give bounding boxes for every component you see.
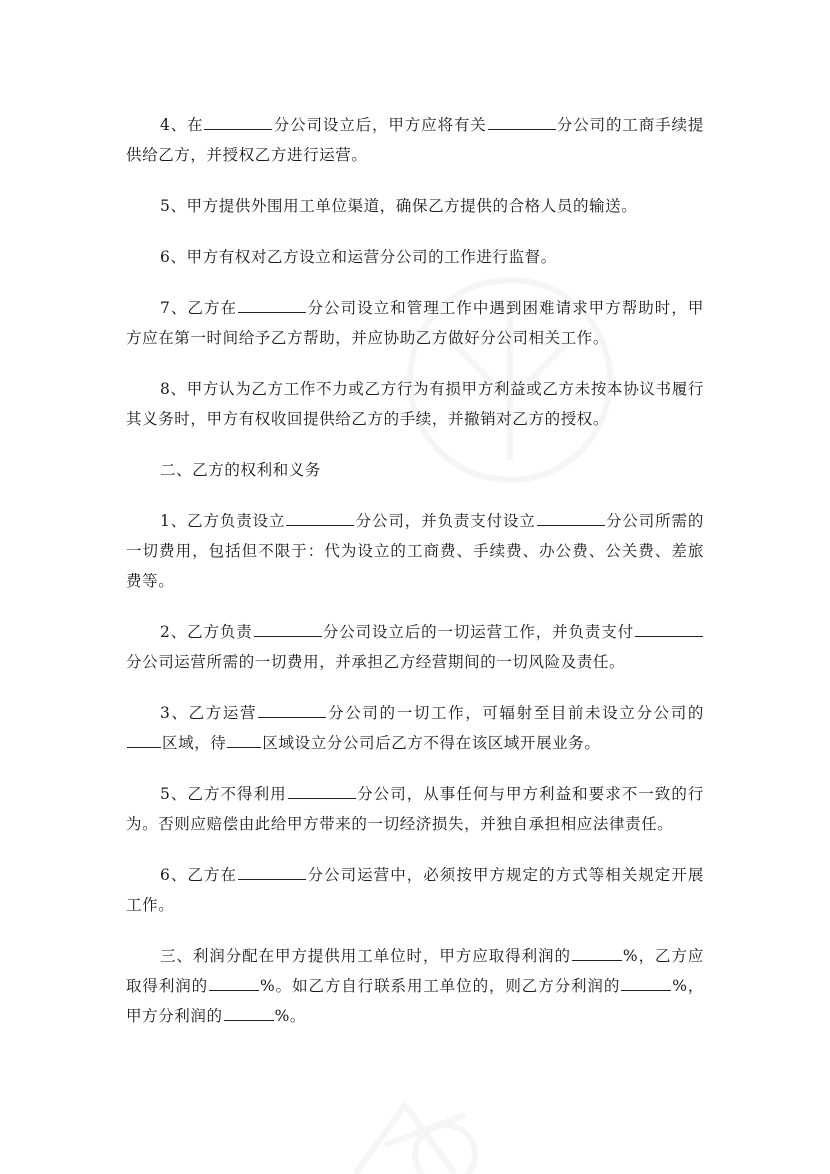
paragraph-b3 bbox=[126, 698, 704, 758]
paragraph-text: 分公司运营所需的一切费用，并承担乙方经营期间的一切风险及责任。 bbox=[126, 653, 626, 671]
paragraph-text: 6、乙方在 bbox=[160, 866, 238, 884]
paragraph-text: 6、甲方有权对乙方设立和运营分公司的工作进行监督。 bbox=[160, 248, 557, 266]
fill-in-blank[interactable] bbox=[238, 294, 306, 313]
fill-in-blank[interactable] bbox=[572, 942, 622, 961]
paragraph-b5 bbox=[126, 779, 704, 839]
paragraph-text: 5、甲方提供外围用工单位渠道，确保乙方提供的合格人员的输送。 bbox=[160, 197, 638, 215]
fill-in-blank[interactable] bbox=[224, 1002, 274, 1021]
paragraph-text: 分公司所需的一切费用，包括但不限于：代为设立的工商费、手续费、办公费、公关费、差旅费等。 bbox=[126, 512, 704, 590]
paragraph-text: 分公司设立和管理工作中遇到困难请求甲方帮助时，甲方应在第一时间给予乙方帮助，并应协助乙方做好分公司相关工作。 bbox=[126, 299, 704, 347]
paragraph-p6 bbox=[126, 242, 704, 272]
fill-in-blank[interactable] bbox=[209, 972, 259, 991]
paragraph-text: %。 bbox=[274, 1007, 307, 1025]
paragraph-text: 3、乙方运营 bbox=[160, 704, 258, 722]
paragraph-text: 分公司设立后，甲方应将有关 bbox=[273, 116, 487, 134]
paragraph-text: 三、利润分配在甲方提供用工单位时，甲方应取得利润的 bbox=[160, 947, 571, 965]
watermark-bottom-icon bbox=[345, 1085, 485, 1174]
fill-in-blank[interactable] bbox=[635, 618, 703, 637]
fill-in-blank[interactable] bbox=[254, 618, 322, 637]
paragraph-s2 bbox=[126, 455, 704, 485]
paragraph-text: 分公司，并负责支付设立 bbox=[355, 512, 536, 530]
fill-in-blank[interactable] bbox=[621, 972, 671, 991]
paragraph-text: 分公司设立后的一切运营工作，并负责支付 bbox=[322, 623, 634, 641]
fill-in-blank[interactable] bbox=[258, 699, 326, 718]
fill-in-blank[interactable] bbox=[286, 507, 354, 526]
fill-in-blank[interactable] bbox=[127, 729, 161, 748]
document-body bbox=[126, 110, 704, 1052]
fill-in-blank[interactable] bbox=[204, 111, 272, 130]
paragraph-text: 2、乙方负责 bbox=[160, 623, 253, 641]
paragraph-text: 1、乙方负责设立 bbox=[160, 512, 286, 530]
paragraph-p7 bbox=[126, 293, 704, 353]
paragraph-text: 分公司运营中，必须按甲方规定的方式等相关规定开展工作。 bbox=[126, 866, 704, 914]
paragraph-b1 bbox=[126, 506, 704, 596]
paragraph-s3 bbox=[126, 941, 704, 1031]
paragraph-text: 7、乙方在 bbox=[160, 299, 238, 317]
paragraph-text: 分公司，从事任何与甲方利益和要求不一致的行为。否则应赔偿由此给甲方带来的一切经济损失，并独自承担相应法律责任。 bbox=[126, 785, 704, 833]
fill-in-blank[interactable] bbox=[537, 507, 605, 526]
paragraph-text: 区域，待 bbox=[162, 734, 227, 752]
paragraph-b6 bbox=[126, 860, 704, 920]
paragraph-text: %，乙方应取得利润的 bbox=[126, 947, 704, 995]
paragraph-text: 8、甲方认为乙方工作不力或乙方行为有损甲方利益或乙方未按本协议书履行其义务时，甲方有权收回提供给乙方的手续，并撤销对乙方的授权。 bbox=[126, 380, 704, 428]
paragraph-p4 bbox=[126, 110, 704, 170]
fill-in-blank[interactable] bbox=[227, 729, 261, 748]
paragraph-b2 bbox=[126, 617, 704, 677]
fill-in-blank[interactable] bbox=[238, 861, 306, 880]
paragraph-text: 分公司的工商手续提供给乙方，并授权乙方进行运营。 bbox=[126, 116, 704, 164]
paragraph-text: 区域设立分公司后乙方不得在该区域开展业务。 bbox=[262, 734, 601, 752]
paragraph-p5 bbox=[126, 191, 704, 221]
paragraph-text: 二、乙方的权利和义务 bbox=[160, 461, 322, 479]
paragraph-text: 分公司的一切工作，可辐射至目前未设立分公司的 bbox=[327, 704, 704, 722]
paragraph-text: %，甲方分利润的 bbox=[126, 977, 704, 1025]
fill-in-blank[interactable] bbox=[288, 780, 356, 799]
paragraph-text: 4、在 bbox=[160, 116, 204, 134]
paragraph-text: 5、乙方不得利用 bbox=[160, 785, 287, 803]
fill-in-blank[interactable] bbox=[488, 111, 556, 130]
paragraph-p8 bbox=[126, 374, 704, 434]
paragraph-text: %。如乙方自行联系用工单位的，则乙方分利润的 bbox=[260, 977, 621, 995]
